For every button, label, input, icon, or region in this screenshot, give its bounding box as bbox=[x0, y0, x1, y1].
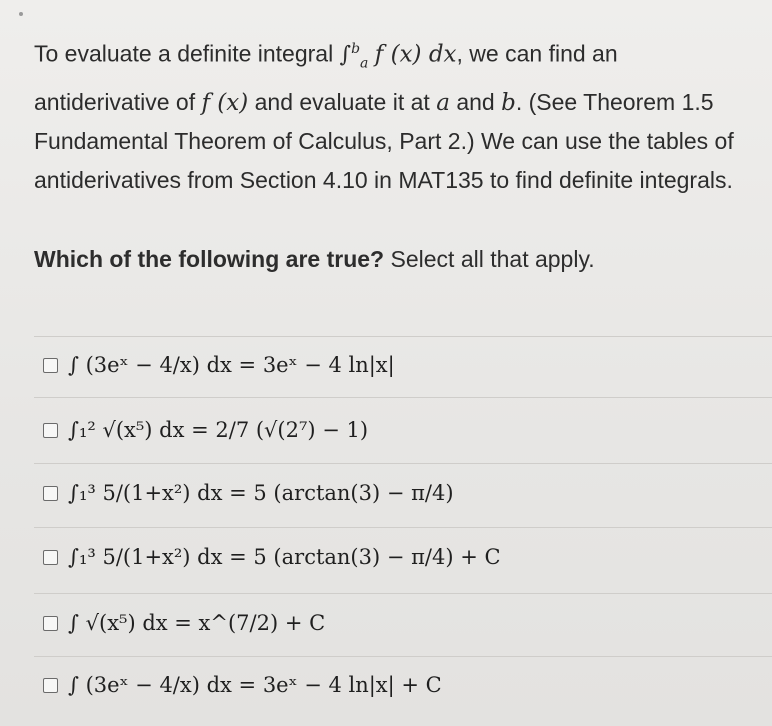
option-label: ∫ (3eˣ − 4/x) dx = 3eˣ − 4 ln|x| + C bbox=[68, 673, 442, 697]
intro-text-3: and evaluate it at bbox=[254, 88, 430, 115]
answer-option-3[interactable] bbox=[34, 461, 772, 525]
var-b: b bbox=[501, 89, 516, 116]
integral-symbol: ∫ bbox=[339, 42, 352, 68]
function-fx: f (x) bbox=[201, 89, 249, 116]
var-a: a bbox=[436, 89, 450, 116]
intro-text-5: . (See Theorem 1.5 Fundamental Theorem of Calculus, Part 2.) We can use the tables of antiderivatives from Section 4.10 in MAT135 to find definite integrals. bbox=[34, 88, 734, 193]
answer-option-5[interactable] bbox=[34, 591, 772, 655]
checkbox[interactable] bbox=[43, 616, 58, 631]
question-bold: Which of the following are true? bbox=[34, 246, 385, 272]
answer-option-6[interactable] bbox=[34, 653, 772, 717]
answer-option-1[interactable] bbox=[34, 333, 772, 397]
option-label: ∫ √(x⁵) dx = x^(7/2) + C bbox=[68, 611, 326, 635]
option-label: ∫₁³ 5/(1+x²) dx = 5 (arctan(3) − π/4) bbox=[68, 481, 454, 505]
page-dot bbox=[19, 12, 23, 16]
option-label: ∫₁³ 5/(1+x²) dx = 5 (arctan(3) − π/4) + C bbox=[68, 545, 501, 569]
intro-text-4: and bbox=[456, 88, 495, 115]
integral-upper-limit: b bbox=[351, 41, 361, 57]
checkbox[interactable] bbox=[43, 550, 58, 565]
intro-paragraph bbox=[34, 30, 754, 199]
question-instruction: Select all that apply. bbox=[390, 246, 595, 272]
option-label: ∫₁² √(x⁵) dx = 2/7 (√(2⁷) − 1) bbox=[68, 418, 369, 442]
checkbox[interactable] bbox=[43, 678, 58, 693]
answer-option-2[interactable] bbox=[34, 398, 772, 462]
checkbox[interactable] bbox=[43, 358, 58, 373]
question-prompt bbox=[34, 246, 754, 273]
answer-option-4[interactable] bbox=[34, 525, 772, 589]
checkbox[interactable] bbox=[43, 486, 58, 501]
integrand: f (x) dx bbox=[374, 41, 457, 68]
option-label: ∫ (3eˣ − 4/x) dx = 3eˣ − 4 ln|x| bbox=[68, 353, 395, 377]
intro-text-2: , we can find an antiderivative of bbox=[34, 40, 618, 115]
intro-text-1: To evaluate a definite integral bbox=[34, 40, 334, 67]
checkbox[interactable] bbox=[43, 423, 58, 438]
integral-lower-limit: a bbox=[360, 55, 369, 72]
